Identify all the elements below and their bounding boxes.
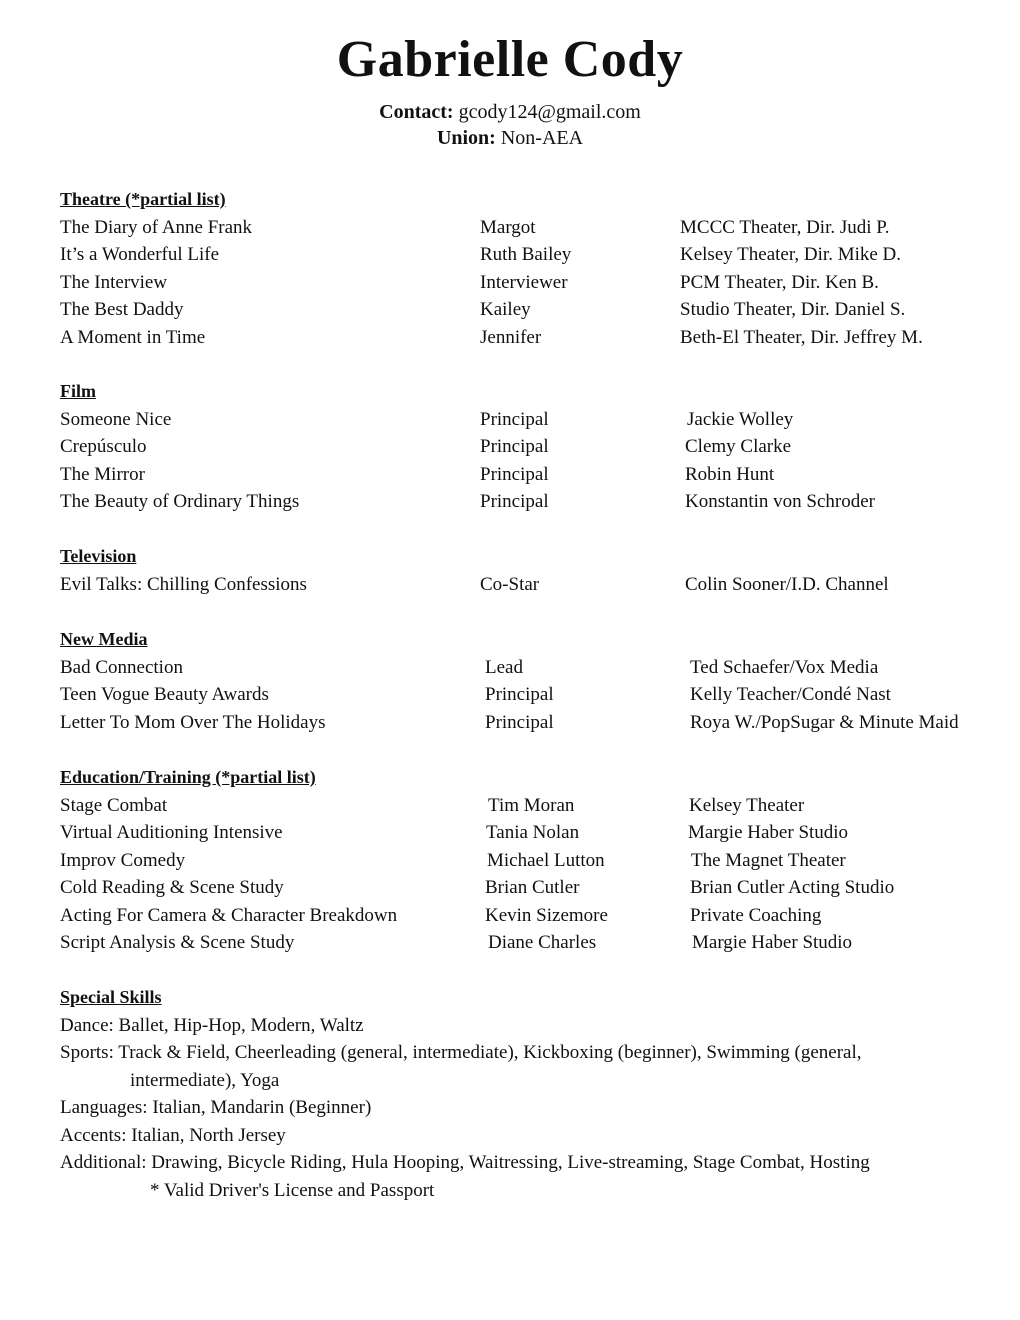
education-section <box>60 764 990 957</box>
training-row <box>60 847 990 875</box>
contact-label: Contact: <box>379 101 454 123</box>
credit-role: Principal <box>480 408 549 430</box>
training-row <box>60 819 990 847</box>
credit-director: Konstantin von Schroder <box>685 491 875 512</box>
television-heading: Television <box>60 546 137 566</box>
training-school: Margie Haber Studio <box>688 822 849 843</box>
training-school: Private Coaching <box>690 904 822 926</box>
contact-email: gcody124@gmail.com <box>458 101 641 123</box>
credit-role: Principal <box>485 684 554 705</box>
new-media-section <box>60 626 990 736</box>
credit-row <box>60 488 990 516</box>
training-row <box>60 929 990 957</box>
credit-role: Kailey <box>480 299 531 320</box>
training-row <box>60 874 990 902</box>
credit-role: Principal <box>485 711 554 733</box>
credit-title: The Diary of Anne Frank <box>60 216 253 238</box>
credit-title: Evil Talks: Chilling Confessions <box>60 573 307 595</box>
credit-title: Someone Nice <box>60 408 172 430</box>
credit-row <box>60 269 990 297</box>
credit-venue: Studio Theater, Dir. Daniel S. <box>680 299 906 320</box>
credit-producer: Roya W./PopSugar & Minute Maid <box>690 711 959 733</box>
credit-role: Jennifer <box>480 326 542 348</box>
film-section <box>60 378 990 516</box>
union-label: Union: <box>436 127 496 149</box>
credit-role: Interviewer <box>480 271 568 293</box>
skills-section <box>60 984 990 1204</box>
contact-line <box>0 99 1020 125</box>
credit-row <box>60 296 990 324</box>
credit-role: Co-Star <box>480 573 540 595</box>
training-school: Kelsey Theater <box>689 794 805 816</box>
television-section <box>60 543 990 598</box>
skill-accents: Accents: Italian, North Jersey <box>60 1124 286 1146</box>
film-heading: Film <box>60 381 96 401</box>
credit-role: Lead <box>485 656 523 678</box>
training-course: Virtual Auditioning Intensive <box>60 822 283 843</box>
credit-title: Bad Connection <box>60 656 183 678</box>
credit-producer: Colin Sooner/I.D. Channel <box>685 573 889 595</box>
training-teacher: Tim Moran <box>488 794 575 816</box>
credit-director: Robin Hunt <box>685 463 775 485</box>
training-school: The Magnet Theater <box>691 849 846 871</box>
credit-role: Principal <box>480 491 549 512</box>
theatre-heading: Theatre (*partial list) <box>60 189 226 209</box>
training-teacher: Diane Charles <box>488 932 597 953</box>
skill-sports-continued: intermediate), Yoga <box>130 1069 280 1091</box>
training-school: Margie Haber Studio <box>692 932 853 953</box>
education-heading: Education/Training (*partial list) <box>60 767 316 787</box>
credit-role: Principal <box>480 463 549 485</box>
training-course: Stage Combat <box>60 794 168 816</box>
credit-title: Letter To Mom Over The Holidays <box>60 711 326 733</box>
training-teacher: Brian Cutler <box>485 877 580 898</box>
training-row <box>60 902 990 930</box>
credit-director: Jackie Wolley <box>687 408 794 430</box>
training-teacher: Michael Lutton <box>487 849 605 871</box>
credit-venue: MCCC Theater, Dir. Judi P. <box>680 216 890 238</box>
training-teacher: Tania Nolan <box>486 822 580 843</box>
credit-row <box>60 571 990 599</box>
credit-row <box>60 241 990 269</box>
training-course: Improv Comedy <box>60 849 186 871</box>
credit-row <box>60 654 990 682</box>
credit-venue: Beth-El Theater, Dir. Jeffrey M. <box>680 326 923 348</box>
actor-name: Gabrielle Cody <box>336 31 684 88</box>
credit-title: The Interview <box>60 271 168 293</box>
credit-row <box>60 461 990 489</box>
contact-block <box>0 99 1020 151</box>
credit-role: Principal <box>480 436 549 457</box>
credit-row <box>60 433 990 461</box>
training-course: Acting For Camera & Character Breakdown <box>60 904 398 926</box>
credit-producer: Ted Schaefer/Vox Media <box>690 656 879 678</box>
credit-director: Clemy Clarke <box>685 436 792 457</box>
credit-producer: Kelly Teacher/Condé Nast <box>690 684 891 705</box>
credit-role: Ruth Bailey <box>480 244 572 265</box>
training-course: Script Analysis & Scene Study <box>60 932 295 953</box>
credit-row <box>60 214 990 242</box>
skill-languages: Languages: Italian, Mandarin (Beginner) <box>60 1097 372 1118</box>
credit-title: Crepúsculo <box>60 436 147 457</box>
credit-title: A Moment in Time <box>60 326 206 348</box>
credit-title: It’s a Wonderful Life <box>60 244 220 265</box>
training-school: Brian Cutler Acting Studio <box>690 877 895 898</box>
new-media-heading: New Media <box>60 629 148 649</box>
credit-venue: PCM Theater, Dir. Ken B. <box>680 271 879 293</box>
theatre-section <box>60 186 990 351</box>
skill-license: * Valid Driver's License and Passport <box>150 1179 435 1201</box>
credit-title: The Beauty of Ordinary Things <box>60 491 300 512</box>
credit-row <box>60 681 990 709</box>
union-status: Non-AEA <box>500 127 584 149</box>
credit-title: The Best Daddy <box>60 299 184 320</box>
training-teacher: Kevin Sizemore <box>485 904 608 926</box>
credit-role: Margot <box>480 216 536 238</box>
credit-title: Teen Vogue Beauty Awards <box>60 684 269 705</box>
credit-title: The Mirror <box>60 463 145 485</box>
credit-row <box>60 709 990 737</box>
credit-row <box>60 406 990 434</box>
training-row <box>60 792 990 820</box>
union-line <box>0 125 1020 151</box>
skill-additional: Additional: Drawing, Bicycle Riding, Hula Hooping, Waitressing, Live-streaming, Stage Combat, Hosting <box>60 1152 870 1173</box>
credit-venue: Kelsey Theater, Dir. Mike D. <box>680 244 902 265</box>
skill-dance: Dance: Ballet, Hip-Hop, Modern, Waltz <box>60 1014 364 1036</box>
training-course: Cold Reading & Scene Study <box>60 877 284 898</box>
skill-sports: Sports: Track & Field, Cheerleading (general, intermediate), Kickboxing (beginner), Swimming (general, <box>60 1042 862 1063</box>
credit-row <box>60 324 990 352</box>
skills-heading: Special Skills <box>60 987 162 1007</box>
